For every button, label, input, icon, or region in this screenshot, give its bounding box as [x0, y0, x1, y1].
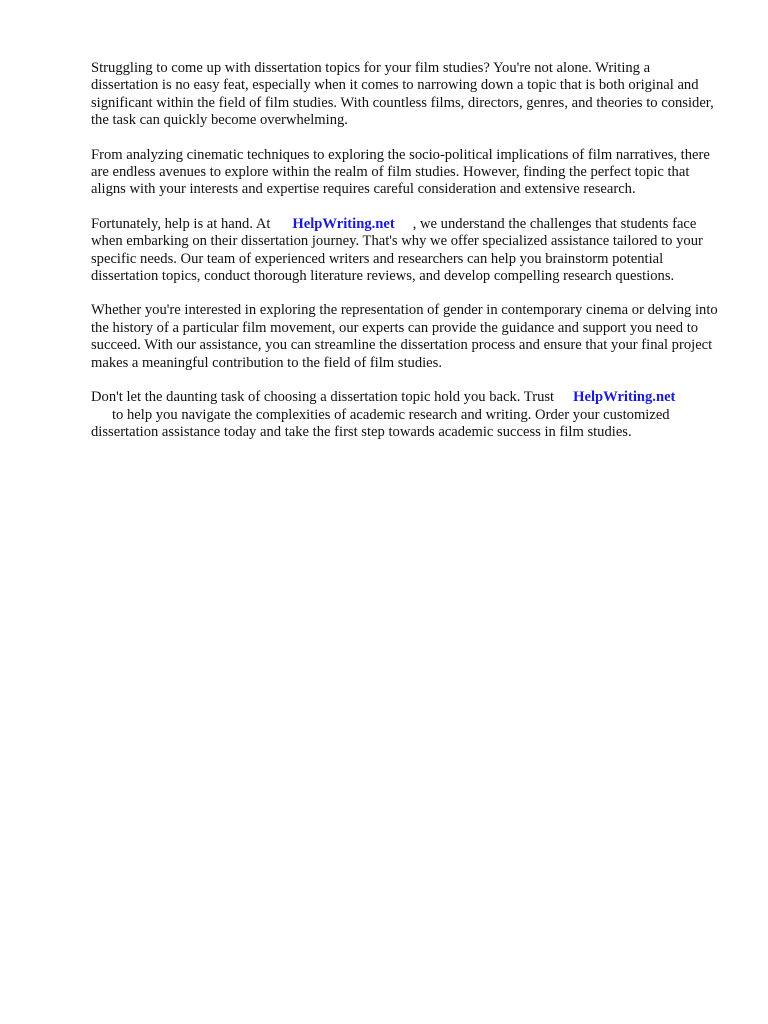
- paragraph-cta-text-after: to help you navigate the complexities of academic research and writing. Order your customized dissertation assistance today and take the first step towards academic success in film studies.: [91, 406, 670, 440]
- paragraph-help: [91, 216, 721, 286]
- helpwriting-link[interactable]: HelpWriting.net: [292, 215, 395, 232]
- document-body: [91, 60, 721, 458]
- paragraph-help-text-before: Fortunately, help is at hand. At: [91, 215, 271, 232]
- paragraph-avenues-text: From analyzing cinematic techniques to exploring the socio-political implications of film narratives, there are endless avenues to explore within the realm of film studies. However, finding the perfect topic that aligns with your interests and expertise requires careful consideration and extensive research.: [91, 146, 710, 198]
- helpwriting-link-cta[interactable]: HelpWriting.net: [573, 389, 676, 406]
- paragraph-expertise-text: Whether you're interested in exploring the representation of gender in contemporary cinema or delving into the history of a particular film movement, our experts can provide the guidance and support you need to succeed. With our assistance, you can streamline the dissertation process and ensure that your final project makes a meaningful contribution to the field of film studies.: [91, 302, 718, 371]
- paragraph-cta-text-before: Don't let the daunting task of choosing a dissertation topic hold you back. Trust: [91, 389, 555, 406]
- paragraph-intro-text: Struggling to come up with dissertation topics for your film studies? You're not alone. Writing a dissertation is no easy feat, especially when it comes to narrowing down a topic that is both original and significant within the field of film studies. With countless films, directors, genres, and theories to consider, the task can quickly become overwhelming.: [91, 60, 714, 129]
- paragraph-help-text-after: , we understand the challenges that students face when embarking on their dissertation journey. That's why we offer specialized assistance tailored to your specific needs. Our team of experienced writers and researchers can help you brainstorm potential dissertation topics, conduct thorough literature reviews, and develop compelling research questions.: [91, 215, 703, 285]
- paragraph-call-to-action: [91, 389, 721, 441]
- paragraph-intro: [91, 60, 721, 130]
- paragraph-expertise: [91, 302, 721, 372]
- paragraph-avenues: [91, 147, 721, 199]
